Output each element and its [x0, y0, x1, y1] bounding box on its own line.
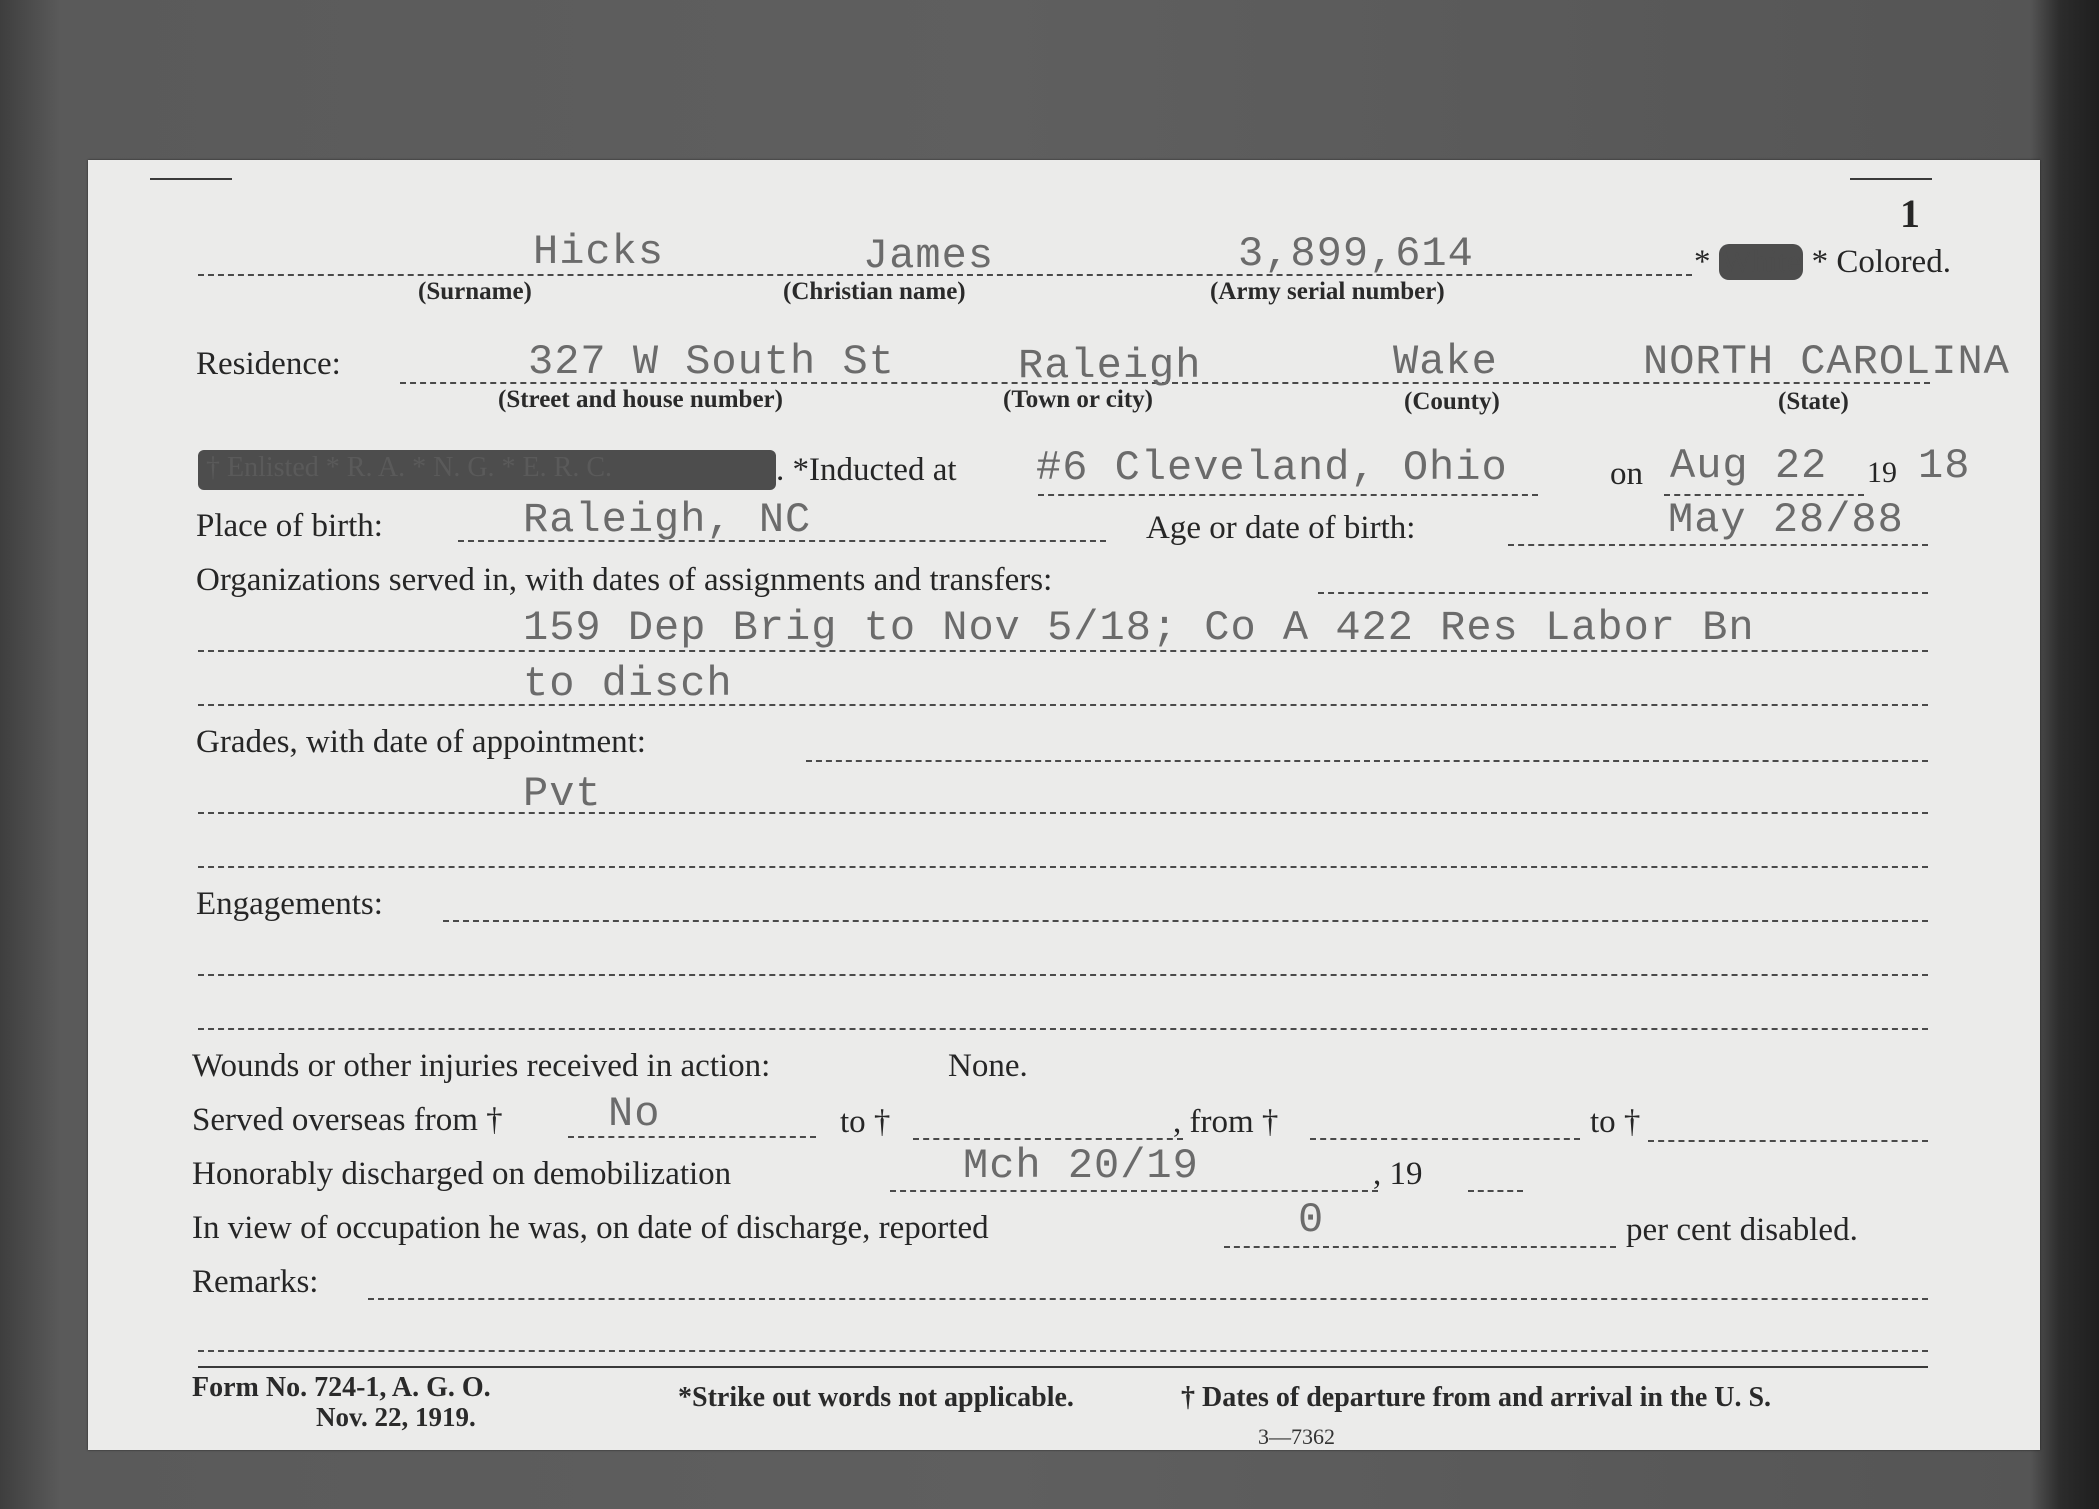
- discharged-year-label: , 19: [1373, 1156, 1423, 1192]
- organizations-line-0: [1318, 592, 1928, 594]
- grade-value: Pvt: [523, 770, 602, 818]
- race-options: [1694, 244, 1951, 281]
- inducted-year-prefix: 19: [1867, 456, 1897, 489]
- overseas-from-line: [568, 1136, 816, 1138]
- race-star: *: [1694, 244, 1711, 280]
- town-value: Raleigh: [1018, 342, 1202, 390]
- inducted-line: [1038, 494, 1538, 496]
- surname-value: Hicks: [533, 228, 665, 276]
- remarks-label: Remarks:: [192, 1264, 319, 1300]
- grades-label: Grades, with date of appointment:: [196, 724, 646, 760]
- county-value: Wake: [1393, 338, 1498, 386]
- inducted-year-value: 18: [1918, 442, 1971, 490]
- top-left-rule: [150, 178, 232, 180]
- inducted-date-value: Aug 22: [1670, 442, 1828, 490]
- engagements-line-0: [443, 920, 1928, 922]
- serial-caption: (Army serial number): [1210, 278, 1445, 305]
- footer-rule: [198, 1366, 1928, 1368]
- organizations-value-1: 159 Dep Brig to Nov 5/18; Co A 422 Res Labor Bn: [523, 604, 1755, 652]
- grades-line-2: [198, 866, 1928, 868]
- organizations-line-2: [198, 704, 1928, 706]
- inducted-place-value: #6 Cleveland, Ohio: [1036, 444, 1508, 492]
- age-line: [1508, 544, 1928, 546]
- race-white-struck: White: [1720, 244, 1802, 280]
- engagements-label: Engagements:: [196, 886, 383, 922]
- overseas-from-label: Served overseas from †: [192, 1102, 503, 1138]
- surname-caption: (Surname): [418, 278, 532, 305]
- grades-line-0: [806, 760, 1928, 762]
- wounds-value: None.: [948, 1048, 1028, 1084]
- top-right-rule: [1850, 178, 1932, 180]
- form-date: Nov. 22, 1919.: [316, 1402, 476, 1432]
- service-record-card: [88, 160, 2040, 1450]
- engagements-line-2: [198, 1028, 1928, 1030]
- overseas-from2-line: [1310, 1138, 1580, 1140]
- state-value: NORTH CAROLINA: [1643, 338, 2010, 386]
- discharged-line: [890, 1190, 1378, 1192]
- form-number: Form No. 724-1, A. G. O.: [192, 1372, 491, 1403]
- christian-name-caption: (Christian name): [783, 278, 966, 305]
- state-caption: (State): [1778, 388, 1849, 415]
- remarks-line-1: [198, 1350, 1928, 1352]
- date-of-birth-value: May 28/88: [1668, 496, 1904, 544]
- enlisted-struck-text: † Enlisted * R. A. * N. G. * E. R. C.: [206, 452, 613, 483]
- engagements-line-1: [198, 974, 1928, 976]
- town-caption: (Town or city): [1003, 386, 1153, 413]
- county-caption: (County): [1404, 388, 1500, 415]
- place-of-birth-value: Raleigh, NC: [523, 496, 812, 544]
- residence-label: Residence:: [196, 346, 341, 382]
- enlisted-redaction: [198, 450, 776, 490]
- strike-note: *Strike out words not applicable.: [678, 1382, 1074, 1413]
- age-label: Age or date of birth:: [1146, 510, 1416, 546]
- card-number: 1: [1900, 191, 1920, 236]
- occupation-label: In view of occupation he was, on date of discharge, reported: [192, 1210, 989, 1246]
- overseas-to2-label: to †: [1590, 1104, 1641, 1140]
- place-of-birth-label: Place of birth:: [196, 508, 383, 544]
- christian-name-value: James: [863, 232, 995, 280]
- race-colored: * Colored.: [1811, 244, 1951, 280]
- organizations-label: Organizations served in, with dates of assignments and transfers:: [196, 562, 1053, 598]
- discharged-label: Honorably discharged on demobilization: [192, 1156, 732, 1192]
- overseas-from2-label: , from †: [1173, 1104, 1279, 1140]
- remarks-line-0: [368, 1298, 1928, 1300]
- organizations-value-2: to disch: [523, 660, 733, 708]
- discharged-year-line: [1468, 1190, 1523, 1192]
- wounds-label: Wounds or other injuries received in action:: [192, 1048, 771, 1084]
- per-cent-label: per cent disabled.: [1626, 1212, 1858, 1248]
- overseas-to-line: [913, 1138, 1183, 1140]
- dagger-note: † Dates of departure from and arrival in the U. S.: [1181, 1382, 1772, 1413]
- overseas-to2-line: [1648, 1140, 1928, 1142]
- overseas-from-value: No: [608, 1090, 661, 1138]
- discharge-date-value: Mch 20/19: [963, 1142, 1199, 1190]
- on-label: on: [1610, 456, 1643, 492]
- overseas-to-label: to †: [840, 1104, 891, 1140]
- inducted-label: . *Inducted at: [776, 452, 957, 488]
- serial-number-value: 3,899,614: [1238, 230, 1474, 278]
- percent-disabled-value: 0: [1298, 1196, 1325, 1244]
- percent-line: [1224, 1246, 1616, 1248]
- grades-line-1: [198, 812, 1928, 814]
- street-caption: (Street and house number): [498, 386, 783, 413]
- print-code: 3—7362: [1258, 1424, 1335, 1449]
- street-value: 327 W South St: [528, 338, 895, 386]
